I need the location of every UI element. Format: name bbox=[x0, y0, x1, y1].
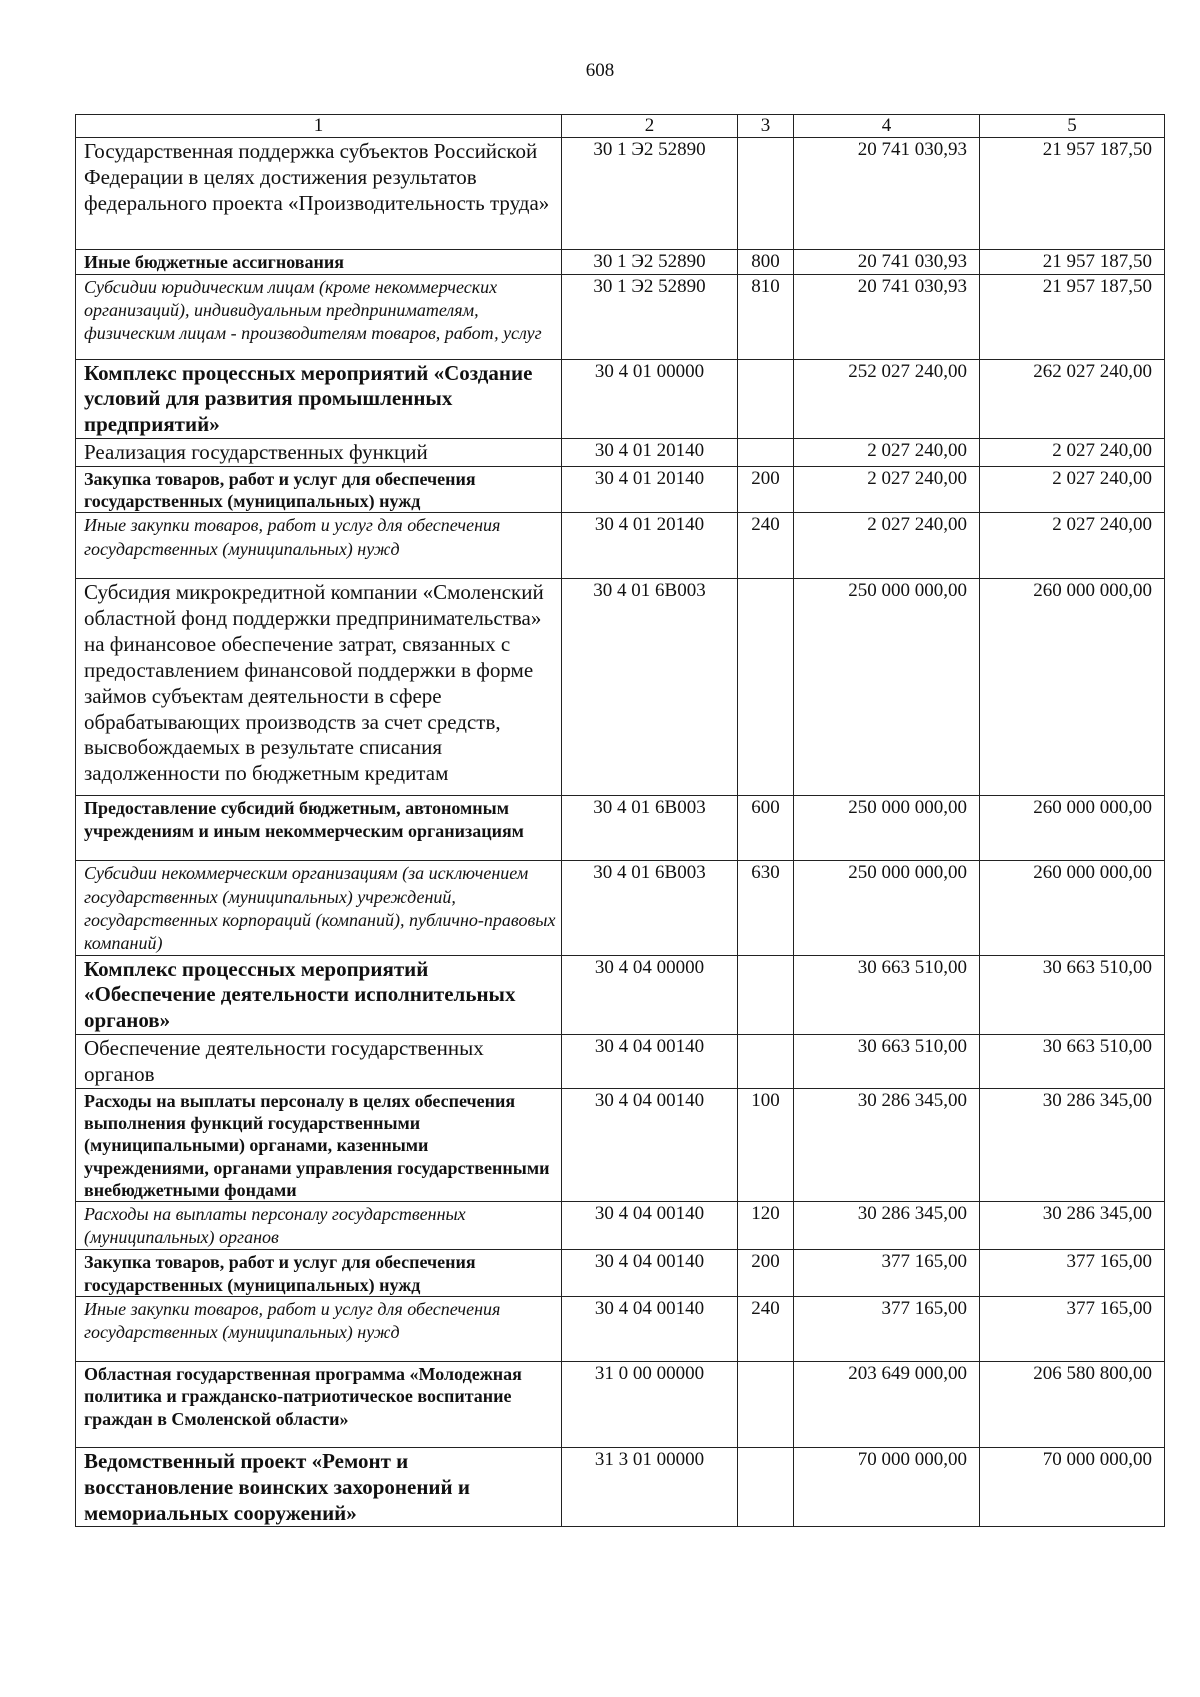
expense-kind-code: 600 bbox=[738, 796, 794, 861]
target-article-code: 31 0 00 00000 bbox=[562, 1361, 738, 1447]
table-row bbox=[76, 138, 1165, 250]
expense-kind-code: 800 bbox=[738, 250, 794, 274]
amount-year-1: 30 663 510,00 bbox=[794, 955, 980, 1034]
expense-kind-code bbox=[738, 579, 794, 796]
amount-year-2: 262 027 240,00 bbox=[980, 359, 1165, 438]
table-row bbox=[76, 1361, 1165, 1447]
column-number-5: 5 bbox=[980, 115, 1165, 138]
column-number-2: 2 bbox=[562, 115, 738, 138]
table-row bbox=[76, 274, 1165, 359]
table-row bbox=[76, 1447, 1165, 1526]
amount-year-1: 252 027 240,00 bbox=[794, 359, 980, 438]
expense-name: Комплекс процессных мероприятий «Создание условий для развития промышленных предприятий» bbox=[76, 359, 562, 438]
expense-name: Обеспечение деятельности государственных органов bbox=[76, 1035, 562, 1089]
expense-kind-code bbox=[738, 138, 794, 250]
table-row bbox=[76, 796, 1165, 861]
expense-kind-code: 240 bbox=[738, 1296, 794, 1361]
target-article-code: 30 4 04 00140 bbox=[562, 1088, 738, 1202]
page-number: 608 bbox=[585, 60, 615, 81]
expense-name: Областная государственная программа «Молодежная политика и гражданско-патриотическое воспитание граждан в Смоленской области» bbox=[76, 1361, 562, 1447]
target-article-code: 30 4 01 20140 bbox=[562, 466, 738, 513]
amount-year-2: 260 000 000,00 bbox=[980, 861, 1165, 955]
table-row bbox=[76, 250, 1165, 274]
budget-table bbox=[75, 114, 1165, 1527]
expense-kind-code bbox=[738, 359, 794, 438]
amount-year-2: 21 957 187,50 bbox=[980, 250, 1165, 274]
expense-name: Иные закупки товаров, работ и услуг для обеспечения государственных (муниципальных) нужд bbox=[76, 513, 562, 579]
target-article-code: 30 4 04 00140 bbox=[562, 1250, 738, 1297]
column-number-header-row bbox=[76, 115, 1165, 138]
expense-kind-code: 240 bbox=[738, 513, 794, 579]
amount-year-2: 70 000 000,00 bbox=[980, 1447, 1165, 1526]
amount-year-2: 377 165,00 bbox=[980, 1296, 1165, 1361]
table-row bbox=[76, 1202, 1165, 1250]
expense-name: Расходы на выплаты персоналу государственных (муниципальных) органов bbox=[76, 1202, 562, 1250]
target-article-code: 30 4 04 00140 bbox=[562, 1035, 738, 1089]
amount-year-2: 2 027 240,00 bbox=[980, 439, 1165, 467]
table-row bbox=[76, 466, 1165, 513]
table-row bbox=[76, 439, 1165, 467]
expense-name: Расходы на выплаты персоналу в целях обеспечения выполнения функций государственными (муниципальными) органами, казенными учреждениями, органами управления государственными внебюджетными фондами bbox=[76, 1088, 562, 1202]
table-row bbox=[76, 1088, 1165, 1202]
target-article-code: 31 3 01 00000 bbox=[562, 1447, 738, 1526]
expense-name: Иные закупки товаров, работ и услуг для обеспечения государственных (муниципальных) нужд bbox=[76, 1296, 562, 1361]
amount-year-1: 250 000 000,00 bbox=[794, 861, 980, 955]
table-row bbox=[76, 861, 1165, 955]
amount-year-1: 20 741 030,93 bbox=[794, 250, 980, 274]
expense-kind-code bbox=[738, 1361, 794, 1447]
expense-kind-code: 120 bbox=[738, 1202, 794, 1250]
target-article-code: 30 4 01 6В003 bbox=[562, 579, 738, 796]
expense-name: Субсидии некоммерческим организациям (за исключением государственных (муниципальных) учреждений, государственных корпораций (компаний), публично-правовых компаний) bbox=[76, 861, 562, 955]
target-article-code: 30 4 04 00000 bbox=[562, 955, 738, 1034]
amount-year-2: 2 027 240,00 bbox=[980, 513, 1165, 579]
expense-name: Закупка товаров, работ и услуг для обеспечения государственных (муниципальных) нужд bbox=[76, 1250, 562, 1297]
expense-name: Субсидия микрокредитной компании «Смоленский областной фонд поддержки предпринимательства» на финансовое обеспечение затрат, связанных с предоставлением финансовой поддержки в форме займов субъектам деятельности в сфере обрабатывающих производств за счет средств, высвобождаемых в результате списания задолженности по бюджетным кредитам bbox=[76, 579, 562, 796]
amount-year-2: 2 027 240,00 bbox=[980, 466, 1165, 513]
amount-year-1: 20 741 030,93 bbox=[794, 274, 980, 359]
amount-year-2: 21 957 187,50 bbox=[980, 138, 1165, 250]
expense-name: Ведомственный проект «Ремонт и восстановление воинских захоронений и мемориальных сооружений» bbox=[76, 1447, 562, 1526]
amount-year-1: 250 000 000,00 bbox=[794, 579, 980, 796]
expense-name: Субсидии юридическим лицам (кроме некоммерческих организаций), индивидуальным предпринимателям, физическим лицам - производителям товаров, работ, услуг bbox=[76, 274, 562, 359]
amount-year-1: 70 000 000,00 bbox=[794, 1447, 980, 1526]
amount-year-2: 206 580 800,00 bbox=[980, 1361, 1165, 1447]
expense-name: Закупка товаров, работ и услуг для обеспечения государственных (муниципальных) нужд bbox=[76, 466, 562, 513]
target-article-code: 30 4 01 6В003 bbox=[562, 796, 738, 861]
table-row bbox=[76, 1035, 1165, 1089]
column-number-4: 4 bbox=[794, 115, 980, 138]
expense-kind-code: 100 bbox=[738, 1088, 794, 1202]
table-row bbox=[76, 955, 1165, 1034]
expense-name: Предоставление субсидий бюджетным, автономным учреждениям и иным некоммерческим организациям bbox=[76, 796, 562, 861]
column-number-1: 1 bbox=[76, 115, 562, 138]
table-row bbox=[76, 1250, 1165, 1297]
table-row bbox=[76, 579, 1165, 796]
amount-year-2: 377 165,00 bbox=[980, 1250, 1165, 1297]
table-row bbox=[76, 359, 1165, 438]
expense-kind-code bbox=[738, 1035, 794, 1089]
amount-year-2: 21 957 187,50 bbox=[980, 274, 1165, 359]
amount-year-1: 2 027 240,00 bbox=[794, 513, 980, 579]
expense-kind-code bbox=[738, 955, 794, 1034]
amount-year-1: 377 165,00 bbox=[794, 1250, 980, 1297]
amount-year-1: 30 286 345,00 bbox=[794, 1088, 980, 1202]
target-article-code: 30 4 01 20140 bbox=[562, 439, 738, 467]
amount-year-1: 377 165,00 bbox=[794, 1296, 980, 1361]
table-row bbox=[76, 1296, 1165, 1361]
amount-year-1: 2 027 240,00 bbox=[794, 439, 980, 467]
amount-year-1: 250 000 000,00 bbox=[794, 796, 980, 861]
amount-year-1: 2 027 240,00 bbox=[794, 466, 980, 513]
amount-year-2: 260 000 000,00 bbox=[980, 579, 1165, 796]
expense-kind-code bbox=[738, 439, 794, 467]
column-number-3: 3 bbox=[738, 115, 794, 138]
expense-name: Государственная поддержка субъектов Российской Федерации в целях достижения результатов федерального проекта «Производительность труда» bbox=[76, 138, 562, 250]
target-article-code: 30 1 Э2 52890 bbox=[562, 138, 738, 250]
target-article-code: 30 4 04 00140 bbox=[562, 1202, 738, 1250]
expense-kind-code bbox=[738, 1447, 794, 1526]
amount-year-1: 30 286 345,00 bbox=[794, 1202, 980, 1250]
expense-name: Реализация государственных функций bbox=[76, 439, 562, 467]
amount-year-1: 30 663 510,00 bbox=[794, 1035, 980, 1089]
target-article-code: 30 4 01 00000 bbox=[562, 359, 738, 438]
target-article-code: 30 4 01 6В003 bbox=[562, 861, 738, 955]
expense-kind-code: 630 bbox=[738, 861, 794, 955]
amount-year-1: 20 741 030,93 bbox=[794, 138, 980, 250]
expense-name: Иные бюджетные ассигнования bbox=[76, 250, 562, 274]
amount-year-2: 260 000 000,00 bbox=[980, 796, 1165, 861]
amount-year-2: 30 286 345,00 bbox=[980, 1202, 1165, 1250]
target-article-code: 30 1 Э2 52890 bbox=[562, 274, 738, 359]
amount-year-1: 203 649 000,00 bbox=[794, 1361, 980, 1447]
expense-kind-code: 200 bbox=[738, 466, 794, 513]
amount-year-2: 30 663 510,00 bbox=[980, 1035, 1165, 1089]
target-article-code: 30 4 04 00140 bbox=[562, 1296, 738, 1361]
amount-year-2: 30 663 510,00 bbox=[980, 955, 1165, 1034]
expense-name: Комплекс процессных мероприятий «Обеспечение деятельности исполнительных органов» bbox=[76, 955, 562, 1034]
target-article-code: 30 1 Э2 52890 bbox=[562, 250, 738, 274]
expense-kind-code: 200 bbox=[738, 1250, 794, 1297]
target-article-code: 30 4 01 20140 bbox=[562, 513, 738, 579]
table-row bbox=[76, 513, 1165, 579]
amount-year-2: 30 286 345,00 bbox=[980, 1088, 1165, 1202]
expense-kind-code: 810 bbox=[738, 274, 794, 359]
